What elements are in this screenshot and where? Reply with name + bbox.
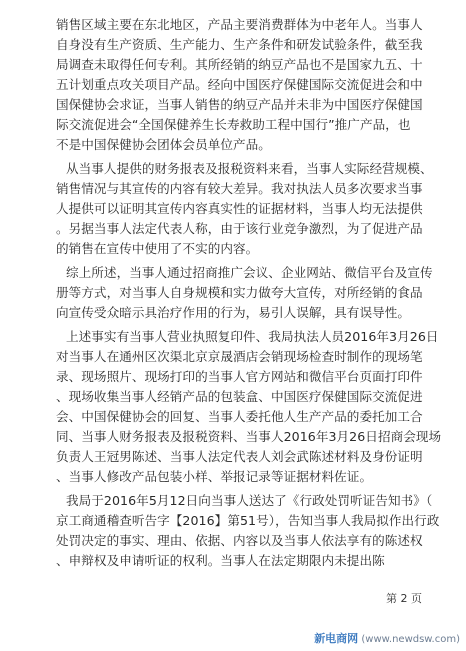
- body-text-line: 、当事人修改产品包装小样、举报记录等证据材料佐证。: [56, 469, 373, 484]
- watermark-url: (www.newdsw.com): [361, 634, 460, 645]
- body-text-line: 对当事人在通州区次渠北京京晟酒店会销现场检查时制作的现场笔: [56, 349, 423, 364]
- body-text-line: 销售区域主要在东北地区，产品主要消费群体为中老年人。当事人: [56, 17, 423, 32]
- body-text-line: 的销售在宣传中使用了不实的内容。: [56, 241, 259, 256]
- body-text-line: 。另据当事人法定代表人称，由于该行业竞争激烈，为了促进产品: [56, 221, 423, 236]
- paragraph-start-line: 上述事实有当事人营业执照复印件、我局执法人员2016年3月26日: [66, 329, 439, 344]
- body-text-line: 局调查未取得任何专利。其所经销的纳豆产品也不是国家九五、十: [56, 57, 423, 72]
- site-watermark: [314, 630, 460, 646]
- body-text-line: 向宣传受众暗示具治疗作用的行为，易引人误解，具有误导性。: [56, 305, 411, 320]
- paragraph-start-line: 综上所述，当事人通过招商推广会议、企业网站、微信平台及宣传: [66, 265, 433, 280]
- body-text-line: 负责人王冠男陈述、当事人法定代表人刘会武陈述材料及身份证明: [56, 449, 423, 464]
- body-text-line: 国保健协会求证，当事人销售的纳豆产品并未非为中国医疗保健国: [56, 97, 423, 112]
- body-text-line: 、申辩权及申请听证的权利。当事人在法定期限内未提出陈: [56, 553, 385, 568]
- body-text-line: 际交流促进会“全国保健养生长寿救助工程中国行”推广产品，也: [56, 117, 411, 132]
- body-text-line: 自身没有生产资质、生产能力、生产条件和研发试验条件，截至我: [56, 37, 423, 52]
- body-text-line: 京工商通稽查听告字【2016】第51号），告知当事人我局拟作出行政: [56, 513, 440, 528]
- watermark-brand: 新电商网: [314, 632, 359, 645]
- paragraph-start-line: 我局于2016年5月12日向当事人送达了《行政处罚听证告知书》（: [66, 493, 433, 508]
- body-text-line: 同、当事人财务报表及报税资料、当事人2016年3月26日招商会现场: [56, 429, 442, 444]
- body-text-line: 处罚决定的事实、理由、依据、内容以及当事人依法享有的陈述权: [56, 533, 423, 548]
- body-text-line: 录、现场照片、现场打印的当事人官方网站和微信平台页面打印件: [56, 369, 423, 384]
- body-text-line: 会、中国保健协会的回复、当事人委托他人生产产品的委托加工合: [56, 409, 423, 424]
- body-text-line: 人提供可以证明其宣传内容真实性的证据材料，当事人均无法提供: [56, 201, 423, 216]
- body-text-line: 册等方式，对当事人自身规模和实力做夸大宣传，对所经销的食品: [56, 285, 423, 300]
- page-number: 第 2 页: [386, 592, 422, 605]
- body-text-line: 五计划重点攻关项目产品。经向中国医疗保健国际交流促进会和中: [56, 77, 423, 92]
- body-text-line: 不是中国保健协会团体会员单位产品。: [56, 137, 271, 152]
- body-text-line: 、现场收集当事人经销产品的包装盒、中国医疗保健国际交流促进: [56, 389, 423, 404]
- paragraph-start-line: 从当事人提供的财务报表及报税资料来看，当事人实际经营规模、: [66, 161, 433, 176]
- body-text-line: 销售情况与其宣传的内容有较大差异。我对执法人员多次要求当事: [56, 181, 423, 196]
